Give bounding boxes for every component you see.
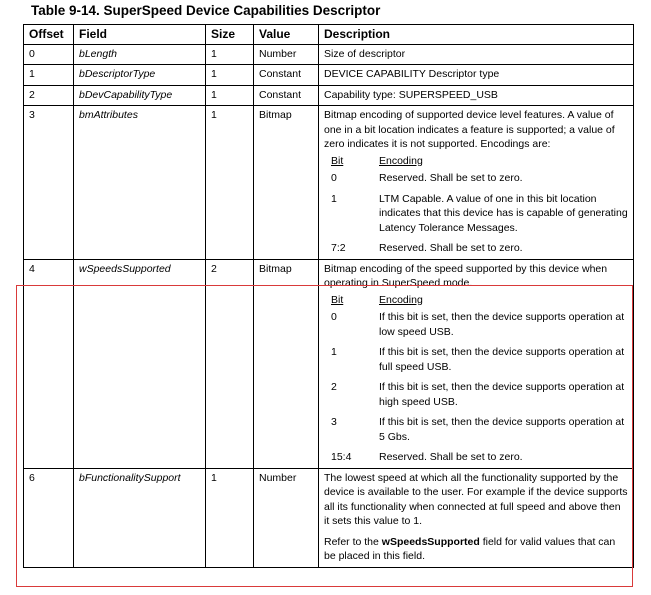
field-cell: bmAttributes: [74, 106, 206, 260]
offset-cell: 1: [24, 65, 74, 86]
table-row: [24, 106, 634, 260]
description-cell: Size of descriptor: [319, 44, 634, 65]
encoding-text: Reserved. Shall be set to zero.: [379, 172, 523, 184]
bit-header: Bit: [331, 293, 344, 306]
table-title: Table 9-14. SuperSpeed Device Capabilities Descriptor: [31, 3, 381, 18]
size-cell: 2: [206, 259, 254, 468]
bit-value: 0: [331, 172, 337, 184]
bit-header: Bit: [331, 154, 344, 167]
offset-cell: 0: [24, 44, 74, 65]
offset-cell: 6: [24, 468, 74, 567]
table-row: [24, 44, 634, 65]
encoding-header-row: [324, 154, 628, 172]
encoding-header: Encoding: [379, 154, 423, 167]
description-cell: DEVICE CAPABILITY Descriptor type: [319, 65, 634, 86]
description-cell: [319, 468, 634, 567]
value-cell: Constant: [254, 65, 319, 86]
field-cell: bFunctionalitySupport: [74, 468, 206, 567]
value-cell: Bitmap: [254, 259, 319, 468]
encoding-text: If this bit is set, then the device supports operation at high speed USB.: [379, 381, 625, 408]
field-cell: wSpeedsSupported: [74, 259, 206, 468]
table-row: [24, 259, 634, 468]
field-cell: bDevCapabilityType: [74, 85, 206, 106]
encoding-table: [324, 154, 628, 256]
bit-value: 2: [331, 381, 337, 393]
value-cell: Constant: [254, 85, 319, 106]
table-row: [24, 468, 634, 567]
encoding-text: Reserved. Shall be set to zero.: [379, 242, 523, 254]
note-suffix: field for valid values that can be placed in this field.: [324, 535, 616, 562]
bit-value: 15:4: [331, 451, 352, 463]
value-cell: Number: [254, 44, 319, 65]
description-cell: [319, 106, 634, 260]
size-cell: 1: [206, 468, 254, 567]
encoding-row: [324, 415, 628, 450]
value-cell: Number: [254, 468, 319, 567]
header-description: Description: [319, 25, 634, 45]
encoding-row: [324, 380, 628, 415]
size-cell: 1: [206, 44, 254, 65]
bit-value: 7:2: [331, 242, 346, 254]
description-note: [324, 535, 628, 564]
description-cell: Capability type: SUPERSPEED_USB: [319, 85, 634, 106]
bit-value: 1: [331, 192, 337, 205]
size-cell: 1: [206, 65, 254, 86]
description-text: Bitmap encoding of supported device level features. A value of one in a bit location indicates a feature is supported; a value of zero indicates it is not supported. Encodings are:: [324, 109, 615, 150]
encoding-row: [324, 450, 628, 465]
encoding-text: If this bit is set, then the device supports operation at full speed USB.: [379, 346, 625, 373]
header-size: Size: [206, 25, 254, 45]
value-cell: Bitmap: [254, 106, 319, 260]
encoding-text: LTM Capable. A value of one in this bit location indicates that this device has is capable of generating Latency Tolerance Messages.: [379, 192, 628, 234]
encoding-table: [324, 293, 628, 465]
note-field-reference: wSpeedsSupported: [381, 535, 480, 548]
header-offset: Offset: [24, 25, 74, 45]
table-row: [24, 85, 634, 106]
bit-value: 0: [331, 311, 337, 323]
descriptor-table: [23, 24, 634, 568]
description-text: The lowest speed at which all the functionality supported by the device is available to the user. For example if the device supports all its functionality when connected at full speed and above then it sets this value to 1.: [324, 471, 628, 527]
offset-cell: 3: [24, 106, 74, 260]
encoding-header: Encoding: [379, 293, 423, 306]
header-field: Field: [74, 25, 206, 45]
size-cell: 1: [206, 85, 254, 106]
table-row: [24, 65, 634, 86]
encoding-row: [324, 192, 628, 242]
field-cell: bDescriptorType: [74, 65, 206, 86]
encoding-row: [324, 171, 628, 192]
encoding-text: Reserved. Shall be set to zero.: [379, 451, 523, 463]
bit-value: 3: [331, 416, 337, 428]
encoding-row: [324, 241, 628, 256]
header-value: Value: [254, 25, 319, 45]
encoding-text: If this bit is set, then the device supports operation at 5 Gbs.: [379, 416, 625, 443]
encoding-row: [324, 345, 628, 380]
offset-cell: 2: [24, 85, 74, 106]
description-cell: [319, 259, 634, 468]
bit-value: 1: [331, 346, 337, 358]
size-cell: 1: [206, 106, 254, 260]
description-text: Bitmap encoding of the speed supported by this device when operating in SuperSpeed mode.: [324, 262, 608, 289]
field-cell: bLength: [74, 44, 206, 65]
table-header-row: [24, 25, 634, 45]
encoding-text: If this bit is set, then the device supports operation at low speed USB.: [379, 311, 625, 338]
note-prefix: Refer to the: [324, 535, 382, 548]
encoding-header-row: [324, 293, 628, 311]
encoding-row: [324, 310, 628, 345]
offset-cell: 4: [24, 259, 74, 468]
